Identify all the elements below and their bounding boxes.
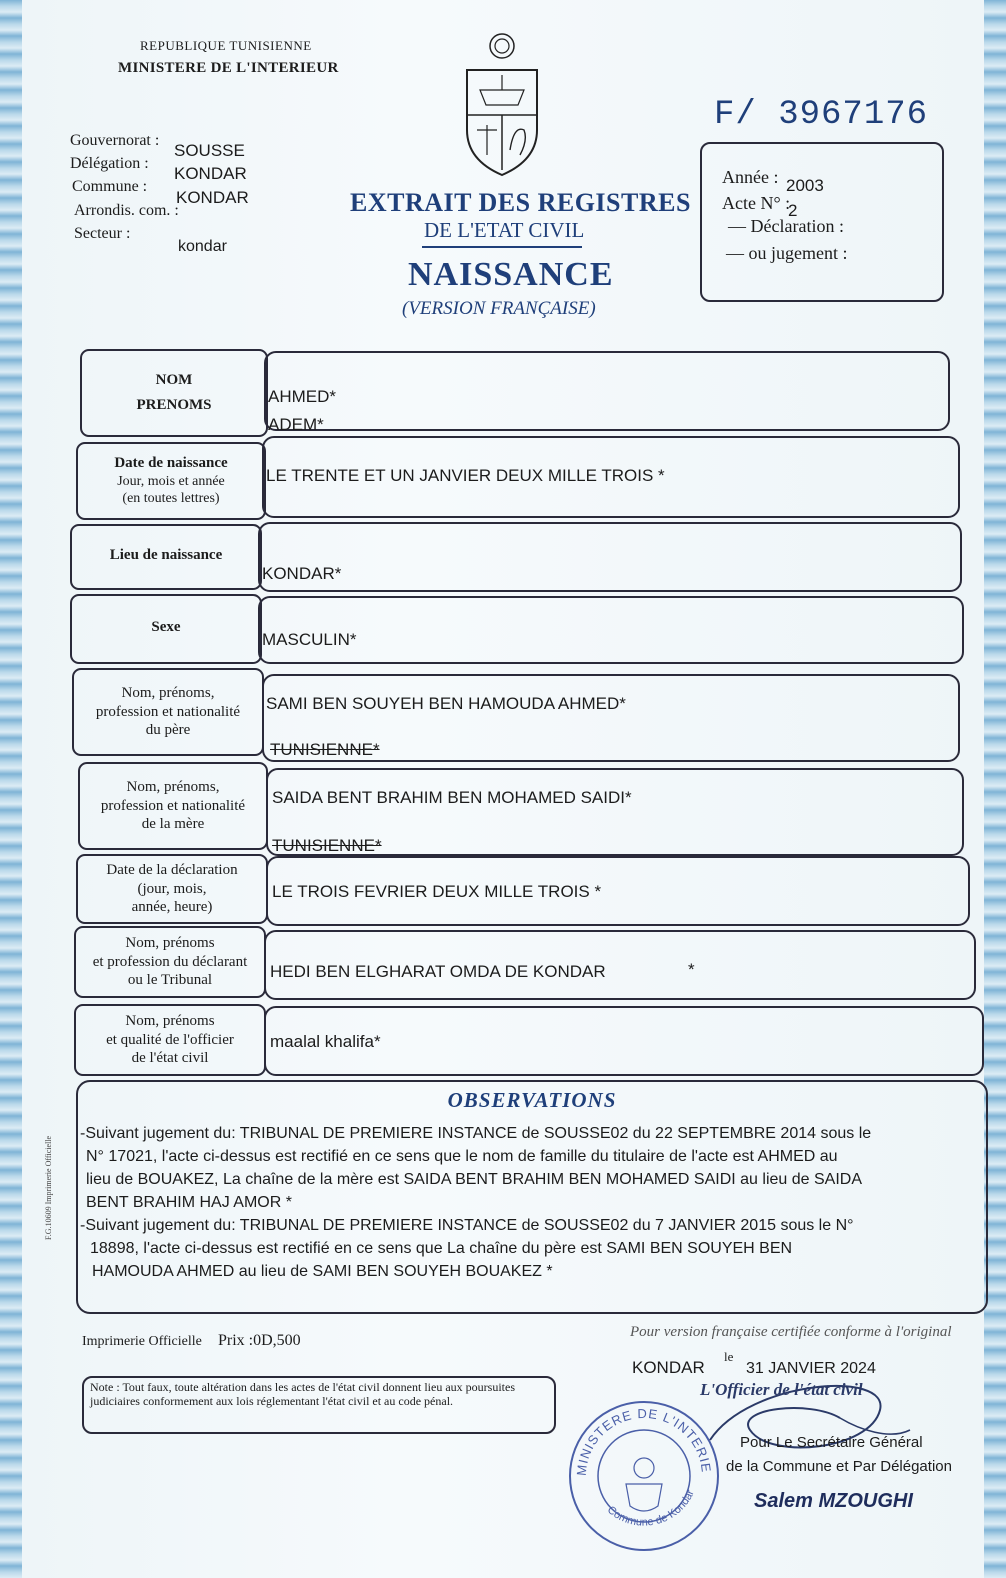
commune-delegation-label: de la Commune et Par Délégation bbox=[726, 1458, 952, 1475]
observation-line-4: BENT BRAHIM HAJ AMOR * bbox=[86, 1194, 292, 1211]
declarant-label-box bbox=[74, 926, 266, 998]
officier-label-1: Nom, prénoms bbox=[125, 1012, 215, 1029]
arrondis-label: Arrondis. com. : bbox=[74, 202, 179, 219]
prenoms-value: ADEM* bbox=[268, 415, 324, 434]
decorative-border-left bbox=[0, 0, 22, 1578]
certified-label: Pour version française certifiée conforme à l'original bbox=[630, 1324, 952, 1340]
sexe-label: Sexe bbox=[151, 619, 181, 635]
declaration-date-label-2: (jour, mois, bbox=[137, 880, 207, 897]
date-naissance-sublabel-1: Jour, mois et année bbox=[117, 473, 225, 489]
date-naissance-value: LE TRENTE ET UN JANVIER DEUX MILLE TROIS * bbox=[266, 466, 665, 485]
stamp-bottom-text: Commune de Kondar bbox=[604, 1488, 697, 1529]
date-naissance-sublabel-2: (en toutes lettres) bbox=[122, 491, 220, 507]
lieu-label: Lieu de naissance bbox=[109, 547, 223, 563]
declarant-value: HEDI BEN ELGHARAT OMDA DE KONDAR bbox=[270, 962, 606, 981]
legal-note-box bbox=[82, 1376, 556, 1434]
legal-note-text: Note : Tout faux, toute altération dans les actes de l'état civil donnent lieu aux poursuites judiciaires conformement aux lois réglementant l'état civil et au code pénal. bbox=[90, 1380, 515, 1408]
officier-value-box bbox=[264, 1006, 984, 1076]
pere-label-box bbox=[72, 668, 264, 756]
mere-value-box bbox=[266, 768, 964, 856]
decorative-border-right bbox=[984, 0, 1006, 1578]
date-naissance-value-box bbox=[262, 436, 960, 518]
title-divider bbox=[422, 246, 582, 248]
gouvernorat-value: SOUSSE bbox=[174, 141, 245, 160]
observation-line-3: lieu de BOUAKEZ, La chaîne de la mère est SAIDA BENT BRAHIM BEN MOHAMED SAIDI au lieu de SAIDA bbox=[86, 1171, 863, 1188]
gouvernorat-label: Gouvernorat : bbox=[70, 132, 160, 149]
declaration-date-label-3: année, heure) bbox=[131, 899, 213, 916]
sexe-label-box bbox=[70, 594, 262, 664]
acte-value: 2 bbox=[788, 201, 798, 220]
delegation-label: Délégation : bbox=[70, 155, 149, 172]
date-naissance-label: Date de naissance bbox=[114, 455, 228, 472]
annee-value: 2003 bbox=[786, 176, 824, 195]
officier-title: L'Officier de l'état civil bbox=[700, 1380, 863, 1399]
observation-line-6: 18898, l'acte ci-dessus est rectifié en ce sens que La chaîne du père est SAMI BEN SOUYEH BEN bbox=[90, 1240, 793, 1257]
observation-line-7: HAMOUDA AHMED au lieu de SAMI BEN SOUYEH BOUAKEZ * bbox=[92, 1263, 553, 1280]
imprimerie-label: Imprimerie Officielle bbox=[82, 1334, 202, 1349]
lieu-value: KONDAR* bbox=[262, 564, 342, 583]
delegation-value: KONDAR bbox=[174, 164, 247, 183]
pere-nationalite: TUNISIENNE* bbox=[270, 740, 380, 759]
declaration-date-value-box bbox=[266, 856, 970, 926]
secteur-value: kondar bbox=[178, 238, 227, 255]
declarant-label-2: et profession du déclarant bbox=[92, 953, 248, 970]
declarant-value-box bbox=[264, 930, 976, 1000]
mere-label-2: profession et nationalité bbox=[100, 797, 246, 814]
declaration-label: — Déclaration : bbox=[728, 216, 844, 236]
declarant-label-1: Nom, prénoms bbox=[125, 934, 215, 951]
stamp-top-text: MINISTERE DE L'INTERIE bbox=[573, 1405, 715, 1477]
declaration-date-value: LE TROIS FEVRIER DEUX MILLE TROIS * bbox=[272, 882, 602, 901]
place-value: KONDAR bbox=[632, 1358, 705, 1377]
title-etat-civil: DE L'ETAT CIVIL bbox=[424, 218, 585, 242]
title-version: (VERSION FRANÇAISE) bbox=[402, 298, 596, 319]
date-naissance-label-box bbox=[76, 442, 266, 520]
signature-icon bbox=[690, 1370, 920, 1470]
mere-label-box bbox=[78, 762, 268, 850]
mere-nationalite: TUNISIENNE* bbox=[272, 836, 382, 855]
title-extrait: EXTRAIT DES REGISTRES bbox=[350, 188, 691, 217]
serial-number: F/ 3967176 bbox=[714, 96, 929, 134]
annee-label: Année : bbox=[722, 167, 779, 187]
side-printer-code: F.G.10609 Imprimerie Officielle bbox=[44, 1135, 53, 1240]
declarant-label-3: ou le Tribunal bbox=[127, 972, 213, 989]
mere-label-3: de la mère bbox=[141, 816, 205, 833]
svg-text:Commune de Kondar bbox=[605, 1488, 697, 1529]
nom-label: NOM bbox=[155, 372, 193, 389]
observation-line-2: N° 17021, l'acte ci-dessus est rectifié en ce sens que le nom de famille du titulaire de l'acte est AHMED au bbox=[86, 1148, 838, 1165]
coat-of-arms-icon bbox=[462, 30, 542, 180]
officier-label-2: et qualité de l'officier bbox=[106, 1031, 234, 1048]
prenoms-label: PRENOMS bbox=[136, 397, 212, 413]
nom-prenoms-label-box bbox=[80, 349, 268, 437]
title-naissance: NAISSANCE bbox=[408, 256, 614, 293]
pere-value: SAMI BEN SOUYEH BEN HAMOUDA AHMED* bbox=[266, 694, 626, 713]
nom-prenoms-value-box bbox=[264, 351, 950, 434]
ministry-label: MINISTERE DE L'INTERIEUR bbox=[118, 60, 339, 76]
prix-label: Prix :0D,500 bbox=[218, 1332, 301, 1349]
mere-label-1: Nom, prénoms, bbox=[126, 778, 220, 795]
officier-value: maalal khalifa* bbox=[270, 1032, 381, 1051]
date-le-label: le bbox=[724, 1349, 734, 1364]
declaration-date-label-1: Date de la déclaration bbox=[106, 861, 238, 878]
lieu-value-box bbox=[258, 522, 962, 592]
secretaire-label: Pour Le Secrétaire Général bbox=[740, 1434, 923, 1451]
signer-name: Salem MZOUGHI bbox=[754, 1490, 913, 1512]
officier-label-3: de l'état civil bbox=[131, 1050, 209, 1067]
secteur-label: Secteur : bbox=[74, 225, 131, 242]
officier-label-box bbox=[74, 1004, 266, 1076]
observations-box bbox=[76, 1080, 988, 1314]
sexe-value: MASCULIN* bbox=[262, 630, 357, 649]
commune-value: KONDAR bbox=[176, 188, 249, 207]
pere-value-box bbox=[262, 674, 960, 762]
observation-line-5: -Suivant jugement du: TRIBUNAL DE PREMIERE INSTANCE de SOUSSE02 du 7 JANVIER 2015 sous le N° bbox=[80, 1217, 854, 1234]
pere-label-1: Nom, prénoms, bbox=[121, 684, 215, 701]
jugement-label: — ou jugement : bbox=[726, 243, 848, 263]
lieu-label-box bbox=[70, 524, 262, 590]
observations-title: OBSERVATIONS bbox=[447, 1088, 617, 1112]
commune-label: Commune : bbox=[72, 178, 148, 195]
mere-value: SAIDA BENT BRAHIM BEN MOHAMED SAIDI* bbox=[272, 788, 632, 807]
pere-label-2: profession et nationalité bbox=[95, 703, 241, 720]
declarant-star: * bbox=[688, 960, 695, 979]
observation-line-1: -Suivant jugement du: TRIBUNAL DE PREMIERE INSTANCE de SOUSSE02 du 22 SEPTEMBRE 2014 sous le bbox=[80, 1125, 872, 1142]
pere-label-3: du père bbox=[145, 722, 191, 739]
republic-label: REPUBLIQUE TUNISIENNE bbox=[140, 38, 312, 53]
certification-date: 31 JANVIER 2024 bbox=[746, 1360, 876, 1377]
declaration-date-label-box bbox=[76, 854, 268, 924]
nom-value: AHMED* bbox=[268, 387, 337, 406]
sexe-value-box bbox=[258, 596, 964, 664]
acte-label: Acte N° : bbox=[722, 193, 791, 213]
